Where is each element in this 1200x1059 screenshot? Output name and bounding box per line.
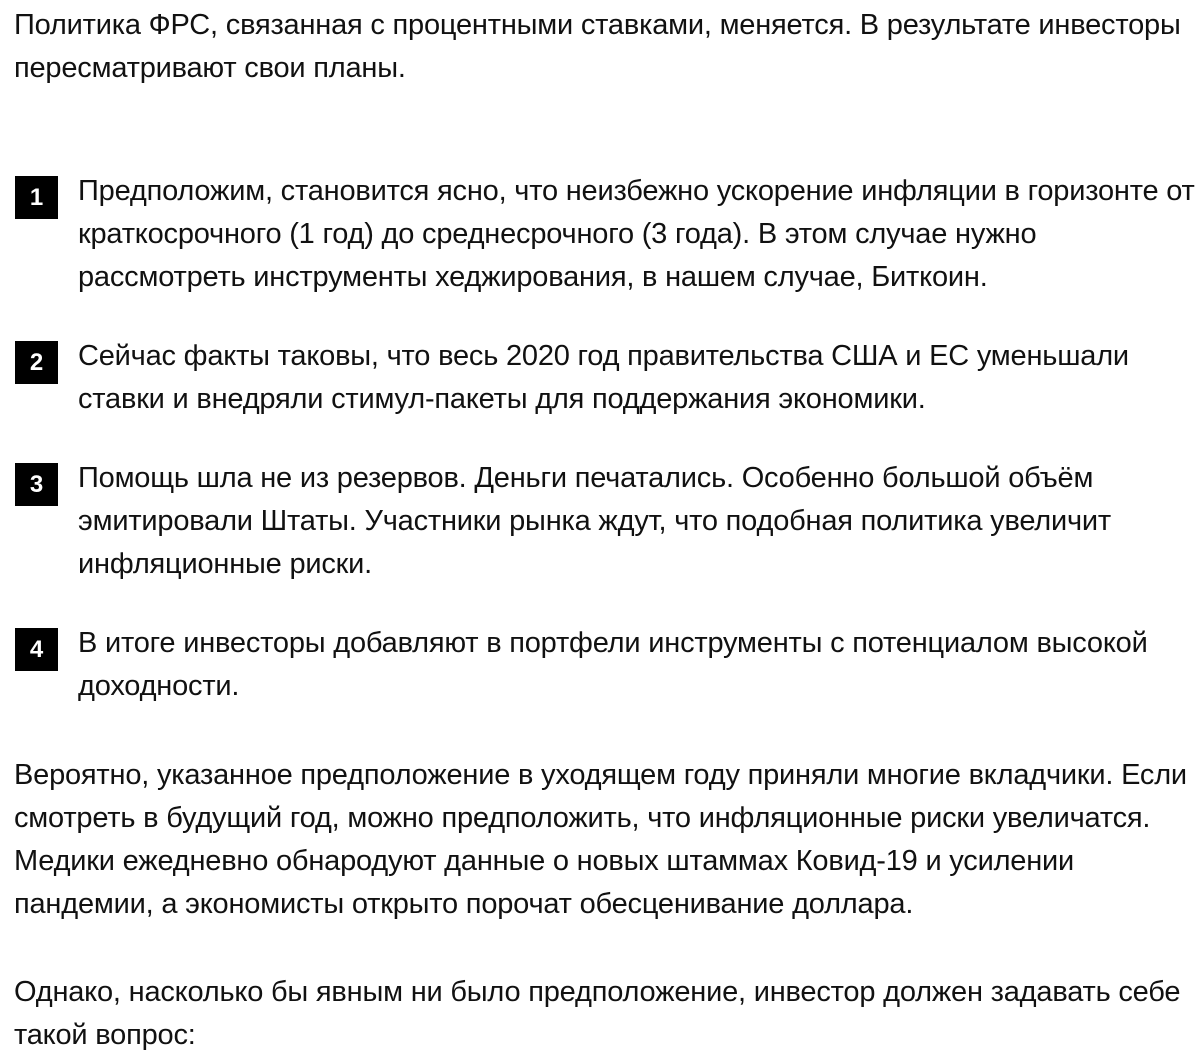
number-badge: 3 (15, 463, 58, 506)
number-badge: 1 (15, 176, 58, 219)
list-item-text: Сейчас факты таковы, что весь 2020 год правительства США и ЕС уменьшали ставки и внедряли стимул-пакеты для поддержания экономики. (78, 340, 1129, 415)
list-item-text: Предположим, становится ясно, что неизбежно ускорение инфляции в горизонте от краткосрочного (1 год) до среднесрочного (3 года). В этом случае нужно рассмотреть инструменты хеджирования, в нашем случае, Биткоин. (78, 175, 1195, 293)
list-item-text: В итоге инвесторы добавляют в портфели инструменты с потенциалом высокой доходности. (78, 627, 1148, 702)
question-paragraph: Однако, насколько бы явным ни было предположение, инвестор должен задавать себе такой вопрос: (14, 976, 1181, 1051)
number-badge: 4 (15, 628, 58, 671)
intro-paragraph: Политика ФРС, связанная с процентными ставками, меняется. В результате инвесторы пересматривают свои планы. (14, 9, 1181, 84)
outro-paragraph: Вероятно, указанное предположение в уходящем году приняли многие вкладчики. Если смотреть в будущий год, можно предположить, что инфляционные риски увеличатся. Медики ежедневно обнародуют данные о новых штаммах Ковид-19 и усилении пандемии, а экономисты открыто порочат обесценивание доллара. (14, 759, 1187, 920)
list-item-text: Помощь шла не из резервов. Деньги печатались. Особенно большой объём эмитировали Штаты. Участники рынка ждут, что подобная политика увеличит инфляционные риски. (78, 462, 1112, 580)
number-badge: 2 (15, 341, 58, 384)
